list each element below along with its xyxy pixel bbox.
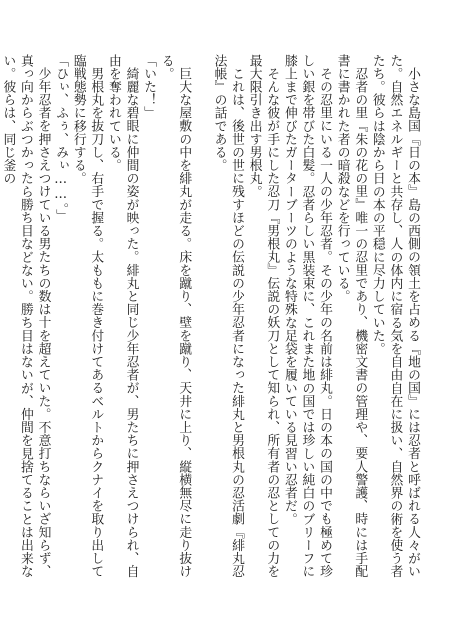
vertical-text-body bbox=[0, 54, 421, 590]
paragraph-intro: 小さな島国『日の本』島の西側の領土を占める『地の国』には忍者と呼ばれる人々がいた。自然エネルギーと共存し、人の体内に宿る気を自由自在に扱い、自然界の術を使う者たち。彼らは陰から日の本の平穏に尽力していた。 bbox=[369, 54, 420, 578]
paragraph-hero: その忍里にいる一人の少年忍者。その少年の名前は緋丸。日の本の国の中でも極めて珍しい銀を帯びた白髪。忍者らしい黒装束に、これまた地の国では珍しい純白のブリーフに膝上まで伸びたガーターブーツのような特殊な足袋を履いている見習い忍者だ。 bbox=[281, 54, 333, 578]
paragraph-mansion: 巨大な屋敷の中を緋丸が走る。床を蹴り、壁を蹴り、天井に上り、縦横無尽に走り抜ける。 bbox=[158, 54, 192, 578]
paragraph-sword: そんな彼が手にした忍刀『男根丸』伝説の妖刀として知られ、所有者の忍としての力を最大限引き出す男根丸。 bbox=[246, 54, 280, 578]
paragraph-enemies: 少年忍者を押さえつけている男たちの数は十を超えていた。不意打ちならいざ知らず、真っ向からぶつかったら勝ち目などない。勝ち目はないが、仲間を見捨てることは出来ない。彼らは、同じ釜の bbox=[0, 54, 51, 578]
dialogue-found: 「いた！」 bbox=[141, 54, 157, 120]
paragraph-village: 忍者の里『朱の花の里』唯一の忍里であり、機密文書の管理や、要人警護、時には手配書に書かれた者の暗殺などを行っている。 bbox=[334, 54, 368, 578]
paragraph-story-title: これは、後世の世に残すほどの伝説の少年忍者になった緋丸と男根丸の忍活劇『緋丸忍法帳』の話である。 bbox=[211, 54, 245, 578]
paragraph-draw-sword: 男根丸を抜刀し、右手で握る。太ももに巻き付けてあるベルトからクナイを取り出して臨戦態勢に移行する。 bbox=[70, 54, 104, 578]
dialogue-count: 「ひぃ、ふぅ、みぃ……。」 bbox=[53, 54, 69, 223]
paragraph-comrade: 綺麗な碧眼に仲間の姿が映った。緋丸と同じ少年忍者が、男たちに押さえつけられ、自由を奪われている。 bbox=[105, 54, 139, 578]
